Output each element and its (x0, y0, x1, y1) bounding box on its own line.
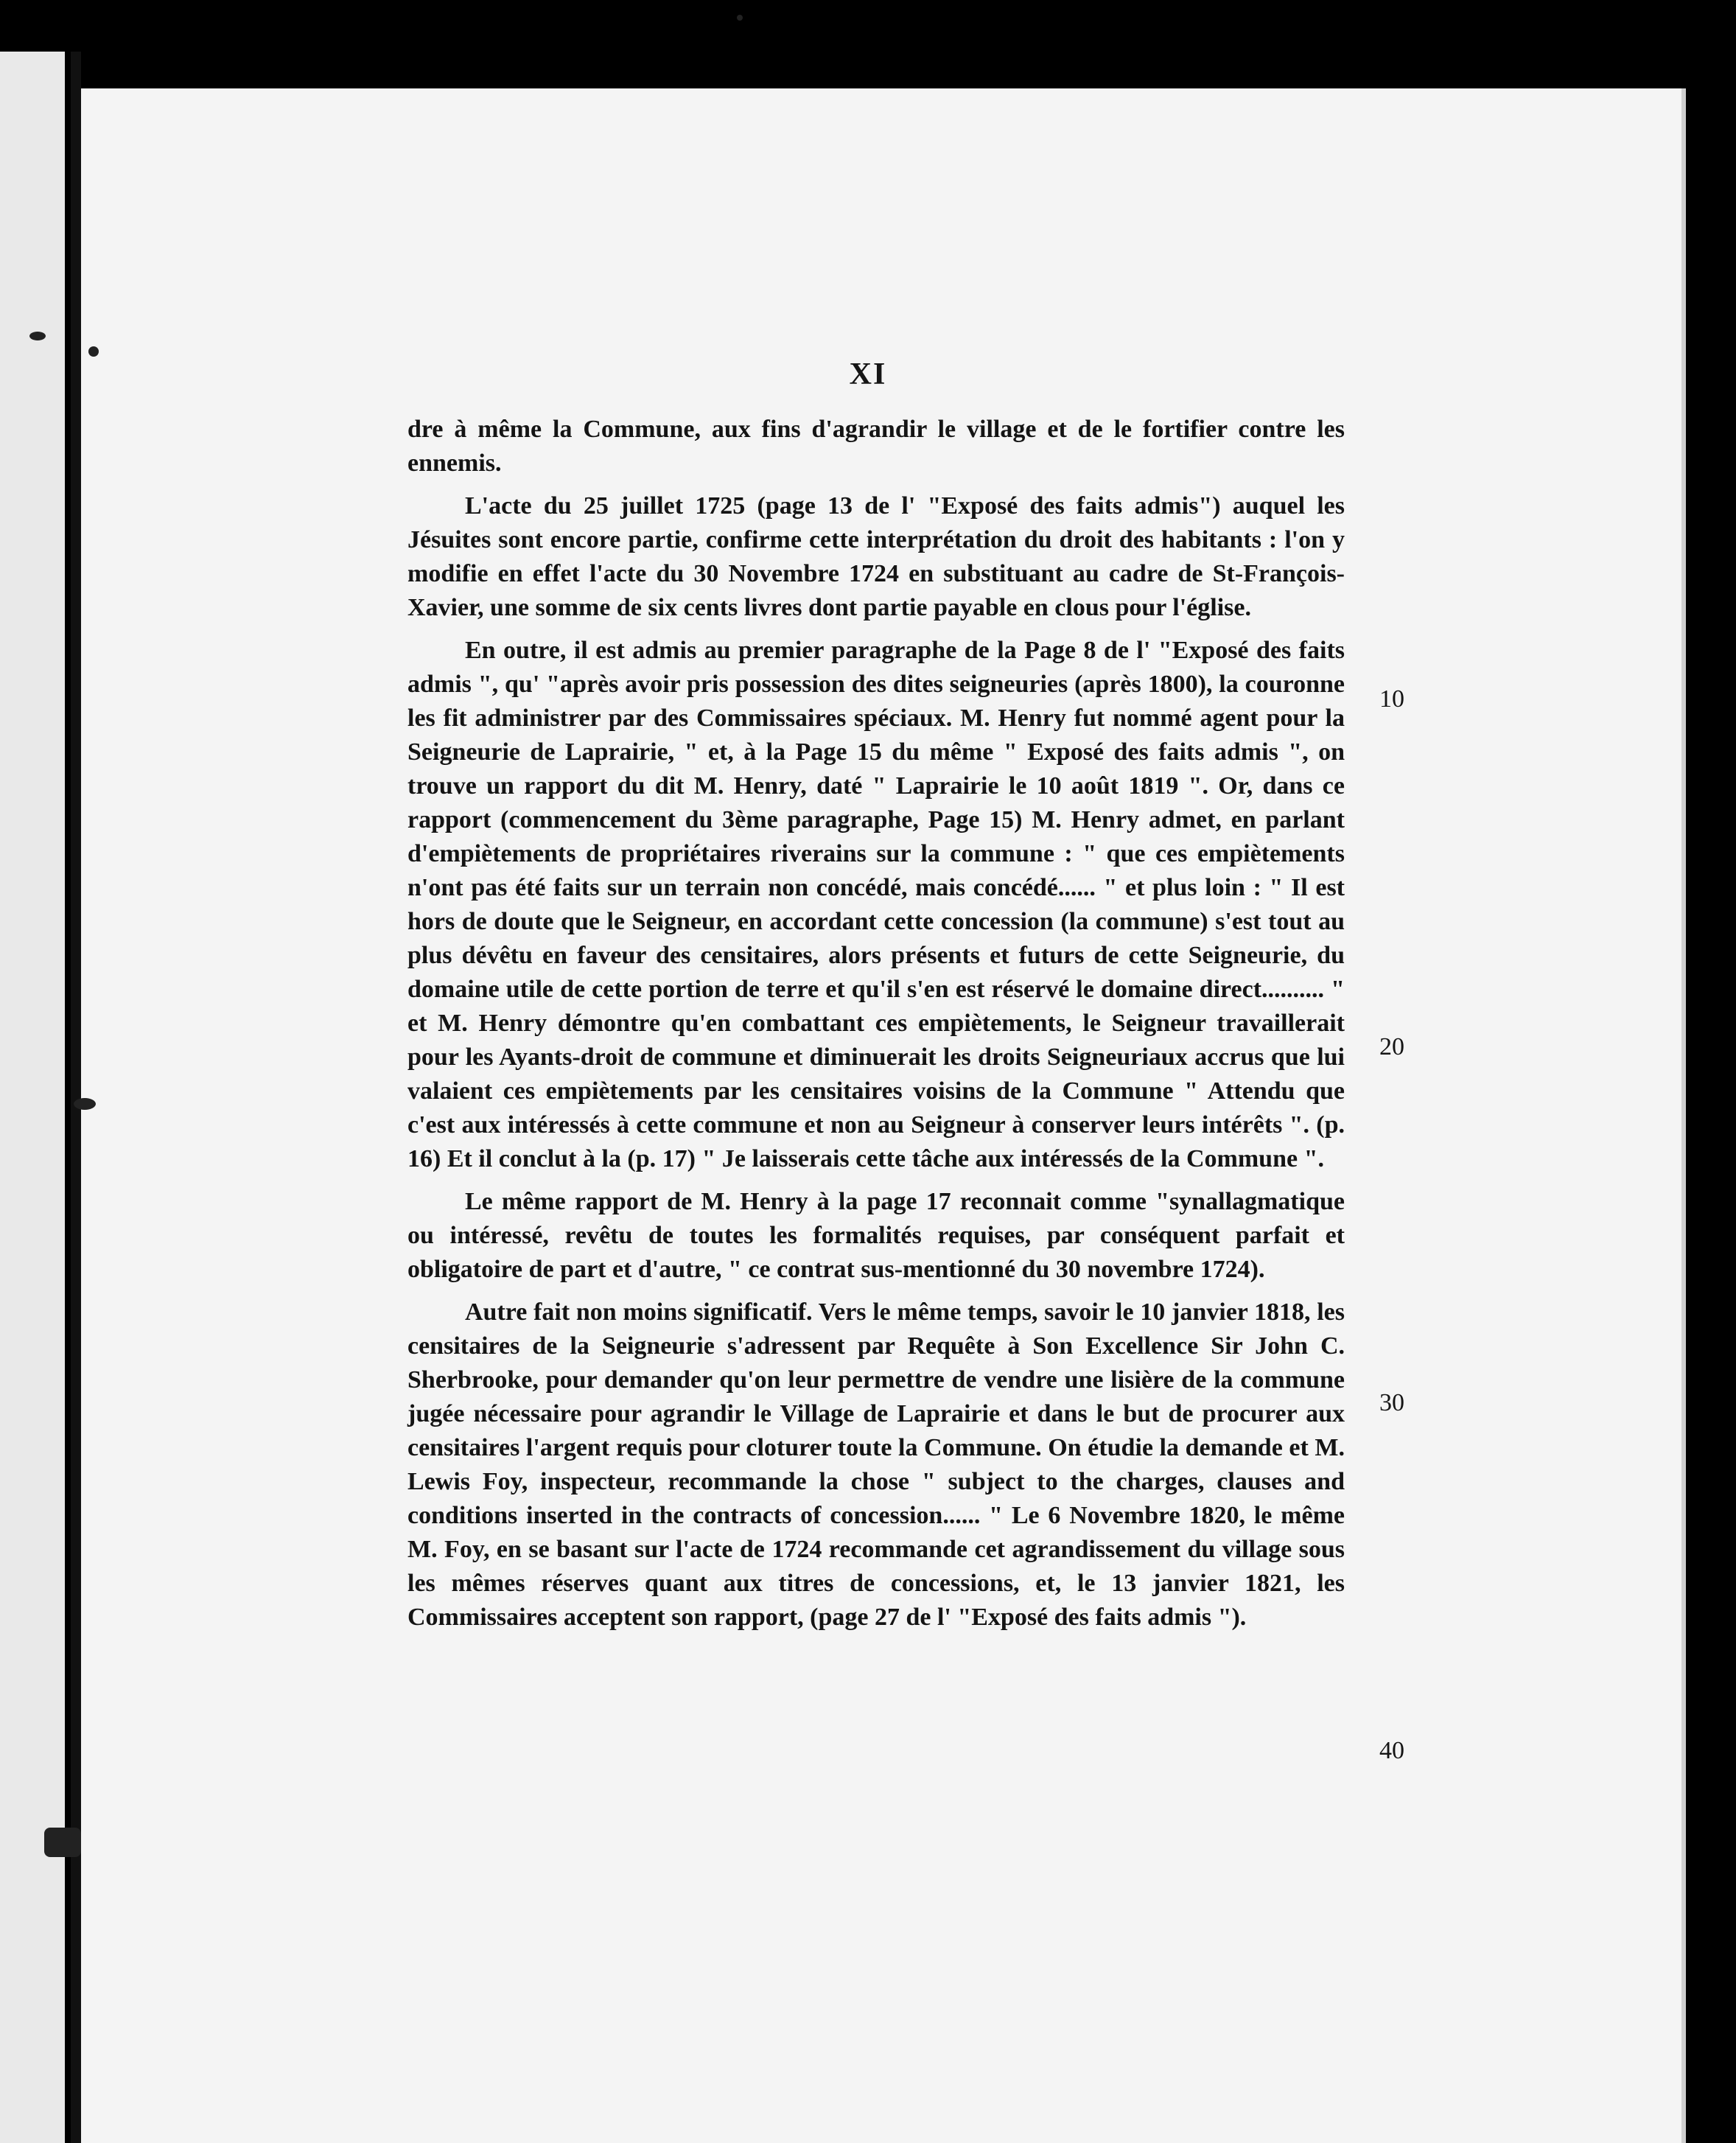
page-edge (1681, 88, 1686, 2143)
margin-speck (44, 1828, 81, 1857)
line-number: 30 (1379, 1389, 1404, 1416)
margin-speck (29, 332, 46, 340)
paragraph: Le même rapport de M. Henry à la page 17 reconnait comme "synallagmatique ou intéressé, revêtu de toutes les formalités requises, par conséquent parfait et obligatoire de part et d'autre, " ce contrat sus-mentionné du 30 novembre 1724). (407, 1188, 1345, 1283)
margin-speck (737, 15, 743, 21)
paragraph: dre à même la Commune, aux fins d'agrandir le village et de le fortifier contre les ennemis. (407, 416, 1345, 477)
margin-speck (88, 346, 99, 357)
line-number: 40 (1379, 1737, 1404, 1764)
paragraph: En outre, il est admis au premier paragraphe de la Page 8 de l' "Exposé des faits admis ", qu' "après avoir pris possession des dites seigneuries (après 1800), la couronne les fit administrer par des Commissaires spéciaux. M. Henry fut nommé agent pour la Seigneurie de Laprairie, " et, à la Page 15 du même " Exposé des faits admis ", on trouve un rapport du dit M. Henry, daté " Laprairie le 10 août 1819 ". Or, dans ce rapport (commencement du 3ème paragraphe, Page 15) M. Henry admet, en parlant d'empiètements de propriétaires riverains sur la commune : " que ces empiètements n'ont pas été faits sur un terrain non concédé, mais concédé...... " et plus loin : " Il est hors de doute que le Seigneur, en accordant cette concession (la commune) s'est tout au plus dévêtu en faveur des censitaires, alors présents et futurs de cette Seigneurie, du domaine utile de cette portion de terre et qu'il s'en est réservé le domaine direct.......... " et M. Henry démontre qu'en combattant ces empiètements, le Seigneur travaillerait pour les Ayants-droit de commune et diminuerait les droits Seigneuriaux accrus que lui valaient ces empiètements par les censitaires voisins de la Commune " Attendu que c'est aux intéressés à cette commune et non au Seigneur à conserver leurs intérêts ". (p. 16) Et il conclut à la (p. 17) " Je laisserais cette tâche aux intéressés de la Commune ". (407, 637, 1345, 1172)
page-number: XI (849, 357, 887, 391)
body-text (407, 413, 1345, 1643)
margin-speck (74, 1098, 96, 1110)
line-number: 20 (1379, 1033, 1404, 1060)
line-number: 10 (1379, 685, 1404, 713)
paragraph: Autre fait non moins significatif. Vers le même temps, savoir le 10 janvier 1818, les censitaires de la Seigneurie s'adressent par Requête à Son Excellence Sir John C. Sherbrooke, pour demander qu'on leur permettre de vendre une lisière de la commune jugée nécessaire pour agrandir le Village de Laprairie et dans le but de procurer aux censitaires l'argent requis pour cloturer toute la Commune. On étudie la demande et M. Lewis Foy, inspecteur, recommande la chose " subject to the charges, clauses and conditions inserted in the contracts of concession...... " Le 6 Novembre 1820, le même M. Foy, en se basant sur l'acte de 1724 recommande cet agrandissement du village sous les mêmes réserves quant aux titres de concessions, et, le 13 janvier 1821, les Commissaires acceptent son rapport, (page 27 de l' "Exposé des faits admis "). (407, 1298, 1345, 1631)
paragraph: L'acte du 25 juillet 1725 (page 13 de l' "Exposé des faits admis") auquel les Jésuites sont encore partie, confirme cette interprétation du droit des habitants : l'on y modifie en effet l'acte du 30 Novembre 1724 en substituant au cadre de St-François-Xavier, une somme de six cents livres dont partie payable en clous pour l'église. (407, 492, 1345, 621)
